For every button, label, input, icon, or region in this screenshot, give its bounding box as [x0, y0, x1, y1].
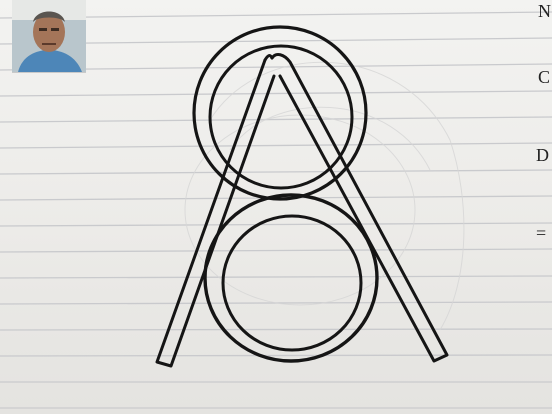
- upper-outer-circle: [194, 27, 366, 199]
- lower-outer-circle: [205, 195, 377, 361]
- margin-mark-2: C: [538, 67, 551, 87]
- margin-mark-3: D: [536, 145, 549, 165]
- lower-inner-circle: [223, 216, 361, 350]
- margin-mark-1: N: [538, 1, 551, 21]
- margin-mark-4: =: [536, 223, 547, 243]
- a-right-leg: [272, 55, 447, 361]
